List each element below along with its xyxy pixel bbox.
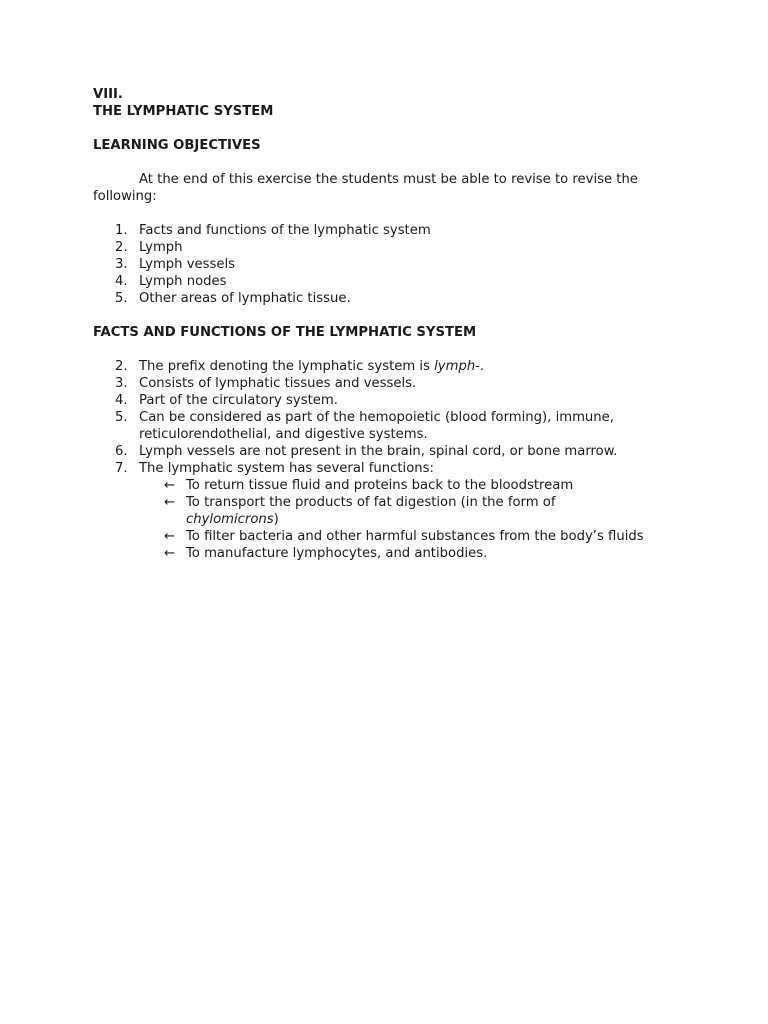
item-text: Lymph vessels (139, 257, 236, 272)
document-page (93, 86, 693, 562)
item-number: 3. (115, 257, 128, 272)
objectives-intro-line1: At the end of this exercise the students must be able to revise to revise the (139, 172, 638, 187)
function-item (93, 528, 693, 545)
functions-list (93, 477, 693, 562)
list-item (93, 392, 693, 409)
item-number: 3. (115, 376, 128, 391)
spacer (93, 120, 693, 137)
facts-list (93, 358, 693, 477)
function-item (93, 477, 693, 494)
item-text: Other areas of lymphatic tissue. (139, 291, 351, 306)
list-item (93, 460, 693, 477)
function-item (93, 545, 693, 562)
function-text-line1: To transport the products of fat digestion (in the form of (186, 495, 556, 510)
objectives-intro (93, 171, 693, 205)
objectives-list (93, 222, 693, 307)
item-text: Consists of lymphatic tissues and vessels. (139, 376, 417, 391)
prefix-term: lymph- (434, 359, 480, 374)
item-number: 2. (115, 359, 128, 374)
item-text: Part of the circulatory system. (139, 393, 338, 408)
item-text: The lymphatic system has several functions: (139, 461, 434, 476)
list-item (93, 256, 693, 273)
list-item (93, 290, 693, 307)
spacer (93, 154, 693, 171)
item-text: Lymph nodes (139, 274, 227, 289)
chylomicrons-term: chylomicrons (186, 512, 274, 527)
item-number: 5. (115, 410, 128, 425)
item-number: 4. (115, 274, 128, 289)
list-item (93, 273, 693, 290)
function-text-close: ) (273, 512, 279, 527)
item-text: Lymph vessels are not present in the brain, spinal cord, or bone marrow. (139, 444, 618, 459)
item-number: 4. (115, 393, 128, 408)
objectives-intro-line2: following: (93, 189, 157, 204)
item-text: Facts and functions of the lymphatic system (139, 223, 431, 238)
function-text: To manufacture lymphocytes, and antibodies. (186, 546, 488, 561)
item-number: 2. (115, 240, 128, 255)
function-text: To filter bacteria and other harmful substances from the body’s fluids (186, 529, 644, 544)
list-item (93, 222, 693, 239)
spacer (93, 205, 693, 222)
function-item (93, 494, 693, 528)
spacer (93, 341, 693, 358)
item-text-end: . (479, 359, 485, 374)
item-number: 7. (115, 461, 128, 476)
left-arrow-icon: ← (164, 546, 176, 561)
item-number: 1. (115, 223, 128, 238)
facts-heading: FACTS AND FUNCTIONS OF THE LYMPHATIC SYSTEM (93, 325, 477, 340)
chapter-title: THE LYMPHATIC SYSTEM (93, 104, 274, 119)
item-number: 6. (115, 444, 128, 459)
item-text-line2: reticulorendothelial, and digestive systems. (139, 427, 428, 442)
left-arrow-icon: ← (164, 529, 176, 544)
left-arrow-icon: ← (164, 495, 176, 510)
list-item (93, 358, 693, 375)
item-text-line1: Can be considered as part of the hemopoietic (blood forming), immune, (139, 410, 614, 425)
list-item (93, 239, 693, 256)
left-arrow-icon: ← (164, 478, 176, 493)
list-item (93, 409, 693, 443)
item-text: Lymph (139, 240, 183, 255)
spacer (93, 307, 693, 324)
list-item (93, 375, 693, 392)
function-text: To return tissue fluid and proteins back to the bloodstream (186, 478, 574, 493)
chapter-number: VIII. (93, 87, 123, 102)
item-number: 5. (115, 291, 128, 306)
item-text: The prefix denoting the lymphatic system is (139, 359, 435, 374)
list-item (93, 443, 693, 460)
learning-objectives-heading: LEARNING OBJECTIVES (93, 138, 261, 153)
